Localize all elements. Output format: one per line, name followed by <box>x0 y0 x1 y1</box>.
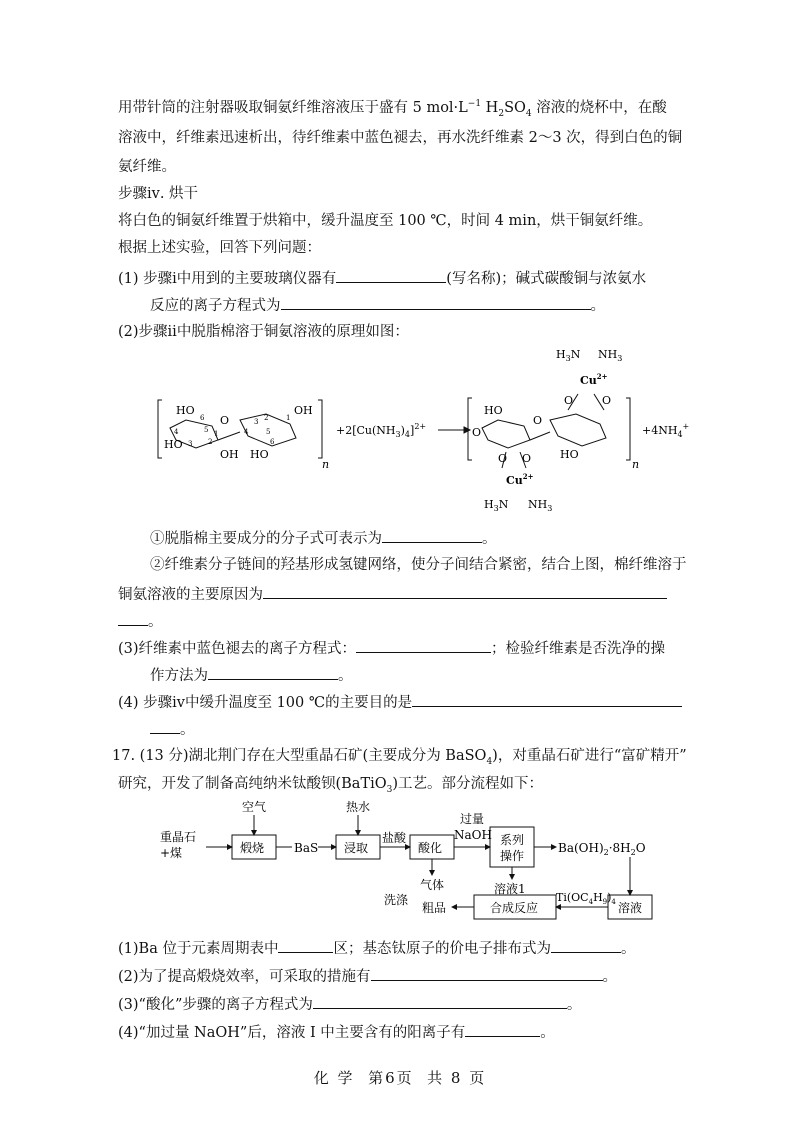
reagent-formula: $+2[Cu(NH_3)_4]^{2+}$ <box>336 422 427 439</box>
carbon-number: 2 <box>208 438 213 446</box>
carbon-number: 6 <box>200 414 205 422</box>
q16-sub2-line1: ②纤维素分子链间的羟基形成氢键网络，使分子间结合紧密，结合上图，棉纤维溶于 <box>150 557 687 573</box>
bas-label: BaS <box>294 841 319 855</box>
answer-blank[interactable] <box>118 610 148 626</box>
product-formula: $+4NH_4^+$ <box>642 422 690 439</box>
q16-sub2-line2: 铜氨溶液的主要原因为 <box>118 583 667 605</box>
carbon-number: 1 <box>214 430 219 438</box>
o-label: O <box>602 394 612 407</box>
cu-atom-bottom: $Cu^{2+}$ <box>506 472 534 487</box>
carbon-numbers <box>174 414 290 448</box>
series-label: 操作 <box>500 849 525 863</box>
answer-blank[interactable] <box>281 294 591 310</box>
q16-part2: (2)步骤ⅱ中脱脂棉溶于铜氨溶液的原理如图： <box>118 324 409 340</box>
answer-blank[interactable] <box>313 993 567 1009</box>
carbon-number: 6 <box>270 438 275 446</box>
answer-blank[interactable] <box>371 965 603 981</box>
process-flowchart <box>0 795 800 940</box>
nh3-label: $NH_3$ <box>598 348 623 363</box>
carbon-number: 5 <box>266 428 271 436</box>
o-label: O <box>472 426 482 439</box>
ho-label: HO <box>176 404 195 417</box>
nh3-label: $NH_3$ <box>528 498 553 513</box>
q16-part3-line2: 作方法为 。 <box>150 664 353 686</box>
answer-blank[interactable] <box>150 718 180 734</box>
answer-blank[interactable] <box>336 267 446 283</box>
q17-part3: (3)“酸化”步骤的离子方程式为 。 <box>118 993 581 1015</box>
h3n-label: $H_3N$ <box>556 348 581 363</box>
q16-part1-line1: (1) 步骤ⅰ中用到的主要玻璃仪器有 (写名称)；碱式碳酸铜与浓氨水 <box>118 267 646 289</box>
n-subscript: n <box>322 458 330 471</box>
ho-label: HO <box>560 448 579 461</box>
carbon-number: 1 <box>286 414 291 422</box>
o-label: O <box>220 414 230 427</box>
ti-reagent-label: $Ti(OC_4H_9)_4$ <box>556 891 616 906</box>
ho-label: HO <box>164 438 183 451</box>
hcl-label: 盐酸 <box>382 831 407 845</box>
answer-blank[interactable] <box>208 664 338 680</box>
air-label: 空气 <box>242 800 267 814</box>
ho-label: HO <box>484 404 503 417</box>
q16-part3-line1: (3)纤维素中蓝色褪去的离子方程式： ；检验纤维素是否洗净的操 <box>118 637 665 659</box>
carbon-number: 3 <box>254 418 259 426</box>
hot-water-label: 热水 <box>346 800 371 814</box>
step4-text: 将白色的铜氨纤维置于烘箱中，缓升温度至 100 ℃，时间 4 min，烘干铜氨纤维。 <box>118 213 653 229</box>
step4-title: 步骤ⅳ. 烘干 <box>118 186 199 202</box>
raw-material-label: 重晶石 <box>160 830 197 844</box>
intro-line-2: 溶液中，纤维素迅速析出，待纤维素中蓝色褪去，再水洗纤维素 2～3 次，得到白色的铜 <box>118 130 683 146</box>
answer-blank[interactable] <box>382 527 482 543</box>
q17-part4: (4)“加过量 NaOH”后，溶液 Ⅰ 中主要含有的阳离子有 。 <box>118 1021 555 1043</box>
excess-label: 过量 <box>460 812 485 826</box>
n-subscript: n <box>632 458 640 471</box>
naoh-label: NaOH <box>454 828 492 842</box>
reaction-diagram <box>0 340 800 520</box>
gas-label: 气体 <box>420 878 445 892</box>
answer-blank[interactable] <box>356 637 491 653</box>
o-label: O <box>533 414 543 427</box>
q17-line1: 17. (13 分)湖北荆门存在大型重晶石矿(主要成分为 BaSO$_4$)，对重晶石矿进行“富矿精开” <box>112 748 687 767</box>
crude-label: 粗品 <box>422 901 447 915</box>
answer-blank[interactable] <box>263 583 667 599</box>
intro-line-1: 用带针筒的注射器吸取铜氨纤维溶液压于盛有 5 $mol\cdot L^{-1}$ $H_2SO_4$ 溶液的烧杯中，在酸 <box>118 99 667 119</box>
carbon-number: 4 <box>174 428 179 436</box>
q17-part1: (1)Ba 位于元素周期表中 区；基态钛原子的价电子排布式为 。 <box>118 937 635 959</box>
q17-line2: 研究，开发了制备高纯纳米钛酸钡(BaTiO$_3$)工艺。部分流程如下： <box>118 776 544 795</box>
answer-blank[interactable] <box>551 937 621 953</box>
footer-page: 第6页 <box>368 1069 414 1087</box>
answer-blank[interactable] <box>412 691 682 707</box>
cu-atom-top: $Cu^{2+}$ <box>580 372 608 387</box>
o-label: O <box>498 452 508 465</box>
footer-subject: 化 学 <box>313 1069 355 1087</box>
q16-sub2-line3: 。 <box>118 610 163 632</box>
h3n-label: $H_3N$ <box>484 498 509 513</box>
lead-text: 根据上述实验，回答下列问题： <box>118 240 321 256</box>
q16-sub1: ①脱脂棉主要成分的分子式可表示为 。 <box>150 527 497 549</box>
synthesis-label: 合成反应 <box>490 901 539 915</box>
footer-total: 共 8 页 <box>427 1069 487 1087</box>
raw-material-label: +煤 <box>160 846 183 860</box>
q16-part4-line2: 。 <box>150 718 195 740</box>
solution1-label: 溶液1 <box>494 882 526 896</box>
answer-blank[interactable] <box>465 1021 540 1037</box>
carbon-number: 2 <box>264 414 269 422</box>
q17-part2: (2)为了提高煅烧效率，可采取的措施有 。 <box>118 965 617 987</box>
oh-label: OH <box>220 448 239 461</box>
series-label: 系列 <box>500 833 525 847</box>
o-label: O <box>564 394 574 407</box>
ho-label: HO <box>250 448 269 461</box>
o-label: O <box>522 452 532 465</box>
page-footer <box>0 1067 800 1088</box>
acidify-label: 酸化 <box>418 841 443 855</box>
solution-label: 溶液 <box>618 901 643 915</box>
carbon-number: 5 <box>204 426 209 434</box>
carbon-number: 4 <box>244 428 249 436</box>
leach-label: 浸取 <box>344 841 369 855</box>
intro-line-3: 氨纤维。 <box>118 159 176 175</box>
reaction-arrow <box>438 427 470 433</box>
carbon-number: 3 <box>188 440 193 448</box>
q16-part4-line1: (4) 步骤ⅳ中缓升温度至 100 ℃的主要目的是 <box>118 691 682 713</box>
calcine-label: 煅烧 <box>240 841 265 855</box>
answer-blank[interactable] <box>278 937 333 953</box>
oh-label: OH <box>294 404 313 417</box>
q16-part1-line2: 反应的离子方程式为 。 <box>150 294 605 316</box>
product-label: $Ba(OH)_2\cdot 8H_2O$ <box>558 841 646 857</box>
wash-label: 洗涤 <box>384 893 409 907</box>
